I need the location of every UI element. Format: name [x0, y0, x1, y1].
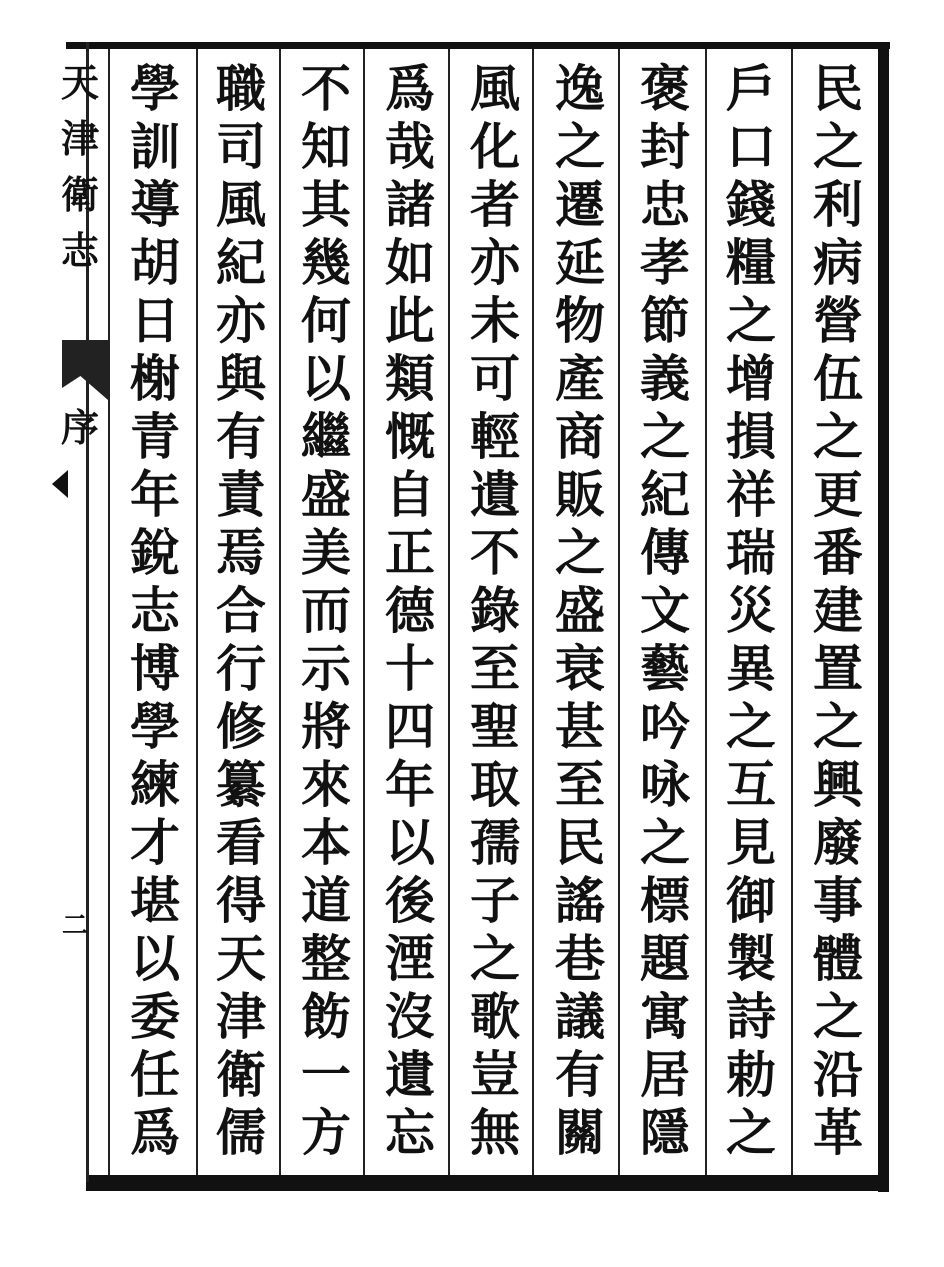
glyph: 事 — [813, 871, 863, 930]
fishtail-mark — [62, 340, 108, 400]
glyph: 類 — [385, 349, 435, 408]
glyph: 封 — [640, 117, 690, 176]
glyph: 產 — [555, 349, 605, 408]
glyph: 後 — [385, 871, 435, 930]
glyph: 標 — [640, 871, 690, 930]
glyph: 取 — [470, 755, 520, 814]
glyph: 錢 — [726, 175, 776, 234]
margin-glyph: 津 — [60, 116, 99, 161]
glyph: 巷 — [555, 929, 605, 988]
glyph: 沿 — [813, 1045, 863, 1104]
glyph: 知 — [301, 117, 351, 176]
text-column-8 — [206, 60, 276, 1162]
glyph: 整 — [301, 929, 351, 988]
glyph: 日 — [130, 291, 180, 350]
glyph: 之 — [813, 407, 863, 466]
glyph: 來 — [301, 755, 351, 814]
column-rule — [279, 49, 281, 1175]
glyph: 遺 — [385, 1045, 435, 1104]
glyph: 互 — [726, 755, 776, 814]
margin-triangle-mark — [52, 470, 68, 498]
glyph: 而 — [301, 581, 351, 640]
glyph: 纂 — [216, 755, 266, 814]
glyph: 損 — [726, 407, 776, 466]
glyph: 亦 — [216, 291, 266, 350]
glyph: 逸 — [555, 59, 605, 118]
glyph: 豈 — [470, 1045, 520, 1104]
glyph: 湮 — [385, 929, 435, 988]
glyph: 之 — [555, 117, 605, 176]
glyph: 銳 — [130, 523, 180, 582]
column-text — [721, 60, 781, 1162]
glyph: 之 — [640, 813, 690, 872]
glyph: 輕 — [470, 407, 520, 466]
glyph: 節 — [640, 291, 690, 350]
glyph: 以 — [301, 349, 351, 408]
glyph: 年 — [385, 755, 435, 814]
glyph: 之 — [813, 697, 863, 756]
glyph: 衰 — [555, 639, 605, 698]
glyph: 亦 — [470, 233, 520, 292]
glyph: 看 — [216, 813, 266, 872]
glyph: 廢 — [813, 813, 863, 872]
glyph: 責 — [216, 465, 266, 524]
margin-glyph: 衛 — [60, 172, 99, 217]
glyph: 年 — [130, 465, 180, 524]
glyph: 孺 — [470, 813, 520, 872]
column-rule — [196, 49, 198, 1175]
glyph: 其 — [301, 175, 351, 234]
glyph: 道 — [301, 871, 351, 930]
glyph: 衛 — [216, 1045, 266, 1104]
glyph: 祥 — [726, 465, 776, 524]
glyph: 沒 — [385, 987, 435, 1046]
glyph: 褒 — [640, 59, 690, 118]
glyph: 子 — [470, 871, 520, 930]
glyph: 胡 — [130, 233, 180, 292]
glyph: 歌 — [470, 987, 520, 1046]
margin-section-text: 序 — [60, 405, 99, 450]
glyph: 商 — [555, 407, 605, 466]
glyph: 義 — [640, 349, 690, 408]
glyph: 營 — [813, 291, 863, 350]
glyph: 一 — [301, 1045, 351, 1104]
glyph: 販 — [555, 465, 605, 524]
glyph: 天 — [216, 929, 266, 988]
glyph: 學 — [130, 59, 180, 118]
glyph: 司 — [216, 117, 266, 176]
column-text — [125, 60, 185, 1162]
column-text — [635, 60, 695, 1162]
glyph: 寓 — [640, 987, 690, 1046]
glyph: 合 — [216, 581, 266, 640]
column-rule — [618, 49, 620, 1175]
glyph: 德 — [385, 581, 435, 640]
glyph: 革 — [813, 1103, 863, 1162]
glyph: 增 — [726, 349, 776, 408]
glyph: 十 — [385, 639, 435, 698]
glyph: 得 — [216, 871, 266, 930]
glyph: 盛 — [555, 581, 605, 640]
glyph: 爲 — [130, 1103, 180, 1162]
glyph: 任 — [130, 1045, 180, 1104]
column-text — [296, 60, 356, 1162]
glyph: 有 — [555, 1045, 605, 1104]
column-text — [808, 60, 868, 1162]
glyph: 之 — [726, 291, 776, 350]
text-column-5 — [460, 60, 530, 1162]
glyph: 與 — [216, 349, 266, 408]
glyph: 謠 — [555, 871, 605, 930]
glyph: 詩 — [726, 987, 776, 1046]
glyph: 將 — [301, 697, 351, 756]
glyph: 者 — [470, 175, 520, 234]
glyph: 孝 — [640, 233, 690, 292]
column-rule — [448, 49, 450, 1175]
glyph: 錄 — [470, 581, 520, 640]
text-column-4 — [545, 60, 615, 1162]
margin-section — [60, 400, 100, 456]
glyph: 傳 — [640, 523, 690, 582]
margin-title-text — [61, 55, 99, 279]
glyph: 自 — [385, 465, 435, 524]
glyph: 可 — [470, 349, 520, 408]
frame-bottom-border — [86, 1175, 889, 1191]
glyph: 盛 — [301, 465, 351, 524]
text-column-9 — [120, 60, 190, 1162]
glyph: 勅 — [726, 1045, 776, 1104]
glyph: 如 — [385, 233, 435, 292]
glyph: 文 — [640, 581, 690, 640]
glyph: 伍 — [813, 349, 863, 408]
glyph: 此 — [385, 291, 435, 350]
glyph: 不 — [470, 523, 520, 582]
glyph: 訓 — [130, 117, 180, 176]
glyph: 番 — [813, 523, 863, 582]
glyph: 繼 — [301, 407, 351, 466]
glyph: 異 — [726, 639, 776, 698]
glyph: 興 — [813, 755, 863, 814]
glyph: 民 — [555, 813, 605, 872]
glyph: 之 — [640, 407, 690, 466]
glyph: 榭 — [130, 349, 180, 408]
glyph: 儒 — [216, 1103, 266, 1162]
text-column-6 — [375, 60, 445, 1162]
glyph: 職 — [216, 59, 266, 118]
glyph: 糧 — [726, 233, 776, 292]
glyph: 見 — [726, 813, 776, 872]
glyph: 至 — [555, 755, 605, 814]
page-number: 二 — [62, 911, 93, 941]
glyph: 吟 — [640, 697, 690, 756]
glyph: 之 — [726, 1103, 776, 1162]
glyph: 之 — [813, 117, 863, 176]
glyph: 御 — [726, 871, 776, 930]
column-rule — [705, 49, 707, 1175]
glyph: 病 — [813, 233, 863, 292]
glyph: 之 — [813, 987, 863, 1046]
glyph: 方 — [301, 1103, 351, 1162]
glyph: 之 — [555, 523, 605, 582]
glyph: 以 — [385, 813, 435, 872]
glyph: 風 — [216, 175, 266, 234]
glyph: 口 — [726, 117, 776, 176]
glyph: 化 — [470, 117, 520, 176]
glyph: 紀 — [640, 465, 690, 524]
glyph: 之 — [726, 697, 776, 756]
glyph: 示 — [301, 639, 351, 698]
glyph: 藝 — [640, 639, 690, 698]
glyph: 練 — [130, 755, 180, 814]
glyph: 美 — [301, 523, 351, 582]
glyph: 委 — [130, 987, 180, 1046]
margin-book-title — [60, 55, 100, 279]
glyph: 延 — [555, 233, 605, 292]
glyph: 幾 — [301, 233, 351, 292]
column-text — [550, 60, 610, 1162]
glyph: 紀 — [216, 233, 266, 292]
glyph: 焉 — [216, 523, 266, 582]
glyph: 堪 — [130, 871, 180, 930]
text-column-7 — [291, 60, 361, 1162]
column-rule — [532, 49, 534, 1175]
glyph: 飭 — [301, 987, 351, 1046]
glyph: 民 — [813, 59, 863, 118]
glyph: 咏 — [640, 755, 690, 814]
glyph: 遺 — [470, 465, 520, 524]
glyph: 體 — [813, 929, 863, 988]
glyph: 居 — [640, 1045, 690, 1104]
frame-right-border — [878, 42, 889, 1192]
glyph: 以 — [130, 929, 180, 988]
glyph: 行 — [216, 639, 266, 698]
text-column-1 — [803, 60, 873, 1162]
glyph: 學 — [130, 697, 180, 756]
glyph: 博 — [130, 639, 180, 698]
glyph: 之 — [470, 929, 520, 988]
frame-top-border — [66, 42, 890, 49]
glyph: 無 — [470, 1103, 520, 1162]
glyph: 本 — [301, 813, 351, 872]
column-rule — [791, 49, 793, 1175]
glyph: 哉 — [385, 117, 435, 176]
text-column-2 — [716, 60, 786, 1162]
glyph: 忘 — [385, 1103, 435, 1162]
glyph: 四 — [385, 697, 435, 756]
glyph: 遷 — [555, 175, 605, 234]
glyph: 有 — [216, 407, 266, 466]
glyph: 更 — [813, 465, 863, 524]
glyph: 正 — [385, 523, 435, 582]
glyph: 何 — [301, 291, 351, 350]
glyph: 諸 — [385, 175, 435, 234]
glyph: 津 — [216, 987, 266, 1046]
glyph: 青 — [130, 407, 180, 466]
glyph: 建 — [813, 581, 863, 640]
glyph: 隱 — [640, 1103, 690, 1162]
column-text — [380, 60, 440, 1162]
glyph: 才 — [130, 813, 180, 872]
glyph: 甚 — [555, 697, 605, 756]
glyph: 聖 — [470, 697, 520, 756]
glyph: 慨 — [385, 407, 435, 466]
glyph: 風 — [470, 59, 520, 118]
margin-glyph: 志 — [60, 228, 99, 273]
column-rule — [108, 49, 110, 1175]
glyph: 物 — [555, 291, 605, 350]
glyph: 災 — [726, 581, 776, 640]
glyph: 導 — [130, 175, 180, 234]
glyph: 忠 — [640, 175, 690, 234]
glyph: 修 — [216, 697, 266, 756]
glyph: 題 — [640, 929, 690, 988]
glyph: 關 — [555, 1103, 605, 1162]
glyph: 爲 — [385, 59, 435, 118]
column-rule — [363, 49, 365, 1175]
text-column-3 — [630, 60, 700, 1162]
column-text — [211, 60, 271, 1162]
glyph: 利 — [813, 175, 863, 234]
glyph: 志 — [130, 581, 180, 640]
glyph: 置 — [813, 639, 863, 698]
margin-glyph: 天 — [60, 60, 99, 105]
glyph: 瑞 — [726, 523, 776, 582]
glyph: 戶 — [726, 59, 776, 118]
glyph: 議 — [555, 987, 605, 1046]
glyph: 製 — [726, 929, 776, 988]
glyph: 不 — [301, 59, 351, 118]
glyph: 未 — [470, 291, 520, 350]
column-text — [465, 60, 525, 1162]
glyph: 至 — [470, 639, 520, 698]
